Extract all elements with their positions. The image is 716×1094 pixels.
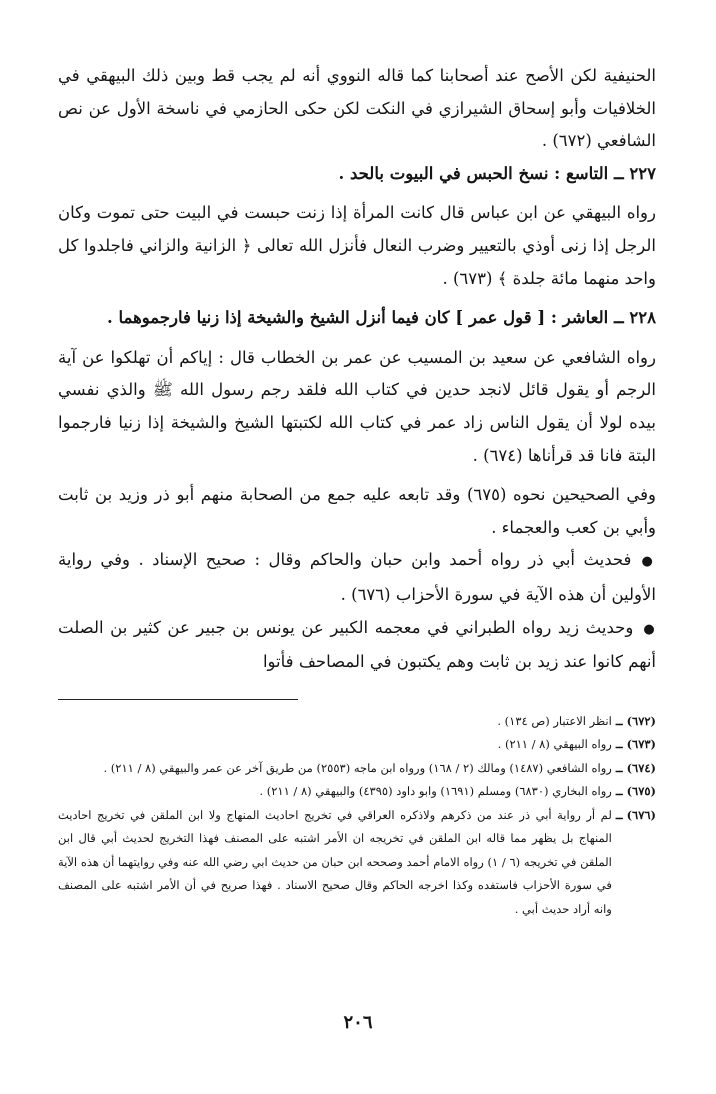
bullet-icon: ● bbox=[641, 554, 656, 570]
bullet-text: وحديث زيد رواه الطبراني في معجمه الكبير عن يونس بن جبير عن كثير بن الصلت أنهم كانوا عند زيد بن ثابت وهم يكتبون في المصاحف فأتوا bbox=[58, 617, 656, 672]
section-heading-227: ٢٢٧ ــ التاسع : نسخ الحبس في البيوت بالحد . bbox=[338, 163, 656, 183]
footnote-divider bbox=[58, 699, 298, 700]
footnote-673 bbox=[58, 733, 656, 757]
paragraph-3: رواه الشافعي عن سعيد بن المسيب عن عمر بن الخطاب قال : إياكم أن تهلكوا عن آية الرجم أو يقول قائل لانجد حدين في كتاب الله فلقد رجم رسول الله ﷺ والذي نفسي بيده لولا أن يقول الناس زاد عمر في كتاب الله لكتبتها الشيخ والشيخة إذا زنيا فارجموا البتة فانا قد قرأناها (٦٧٤) . bbox=[58, 347, 656, 465]
paragraph-4: وفي الصحيحين نحوه (٦٧٥) وقد تابعه عليه جمع من الصحابة منهم أبو ذر وزيد بن ثابت وأبي بن كعب والعجماء . bbox=[58, 485, 656, 537]
footnote-number: (٦٧٥) ــ bbox=[615, 784, 656, 799]
main-text bbox=[58, 60, 656, 679]
footnote-text: رواه البخاري (٦٨٣٠) ومسلم (١٦٩١) وابو داود (٤٣٩٥) والبيهقي (٨ / ٢١١) . bbox=[259, 784, 612, 799]
footnote-674 bbox=[58, 757, 656, 781]
bullet-icon: ● bbox=[643, 621, 657, 637]
footnote-text: رواه البيهقي (٨ / ٢١١) . bbox=[497, 737, 612, 752]
footnote-number: (٦٧٦) ــ bbox=[615, 807, 656, 822]
section-heading-228: ٢٢٨ ــ العاشر : [ قول عمر ] كان فيما أنزل الشيخ والشيخة إذا زنيا فارجموهما . bbox=[107, 308, 656, 328]
footnote-text: انظر الاعتبار (ص ١٣٤) . bbox=[497, 713, 612, 728]
footnote-675 bbox=[58, 780, 656, 804]
footnote-number: (٦٧٣) ــ bbox=[615, 737, 656, 752]
page-body bbox=[58, 60, 656, 921]
footnote-text: لم أر رواية أبي ذر عند من ذكرهم ولاذكره العراقي في تخريج احاديث المنهاج ولا ابن الملقن في تخريج احاديث المنهاج بل يظهر مما قاله ابن الملقن في تخريجه ان الأمر اشتبه على المصنف فهذا التخريج لحديث أبي قال ابن الملقن في تخريجه (٦ / ١) رواه الامام أحمد وصححه ابن حبان من حديث ابي رضي الله عنه وفي روايتهما أن هذه الآية في سورة الأحزاب فاستفده وكذا اخرجه الحاكم وقال صحيح الاسناد . فهذا صريح في أن الأمر اشتبه على المصنف وانه أراد حديث أبي . bbox=[58, 807, 612, 916]
footnote-672 bbox=[58, 710, 656, 734]
page-number: ٢٠٦ bbox=[343, 1012, 373, 1033]
footnote-676 bbox=[58, 804, 656, 922]
footnote-text: رواه الشافعي (١٤٨٧) ومالك (٢ / ١٦٨) ورواه ابن ماجه (٢٥٥٣) من طريق آخر عن عمر والبيهقي (٨ / ٢١١) . bbox=[103, 760, 612, 775]
bullet-paragraph-zayd bbox=[58, 612, 656, 679]
bullet-text: فحديث أبي ذر رواه أحمد وابن حبان والحاكم وقال : صحيح الإسناد . وفي رواية الأولين أن هذه الآية في سورة الأحزاب (٦٧٦) . bbox=[58, 550, 656, 604]
footnotes bbox=[58, 710, 656, 922]
footnote-number: (٦٧٢) ــ bbox=[615, 713, 656, 728]
paragraph-1: الحنيفية لكن الأصح عند أصحابنا كما قاله النووي أنه لم يجب قط وبين ذلك البيهقي في الخلافيات وأبو إسحاق الشيرازي في النكت لكن حكى الحازمي في ناسخة الأول عن نص الشافعي (٦٧٢) . bbox=[58, 66, 656, 151]
bullet-paragraph-abu-dharr bbox=[58, 544, 656, 611]
paragraph-2: رواه البيهقي عن ابن عباس قال كانت المرأة إذا زنت حبست في البيت حتى تموت وكان الرجل إذا زنى أوذي بالتعيير وضرب النعال فأنزل الله تعالى ﴿ الزانية والزاني فاجلدوا كل واحد منهما مائة جلدة ﴾ (٦٧٣) . bbox=[58, 203, 656, 288]
footnote-number: (٦٧٤) ــ bbox=[615, 760, 656, 775]
